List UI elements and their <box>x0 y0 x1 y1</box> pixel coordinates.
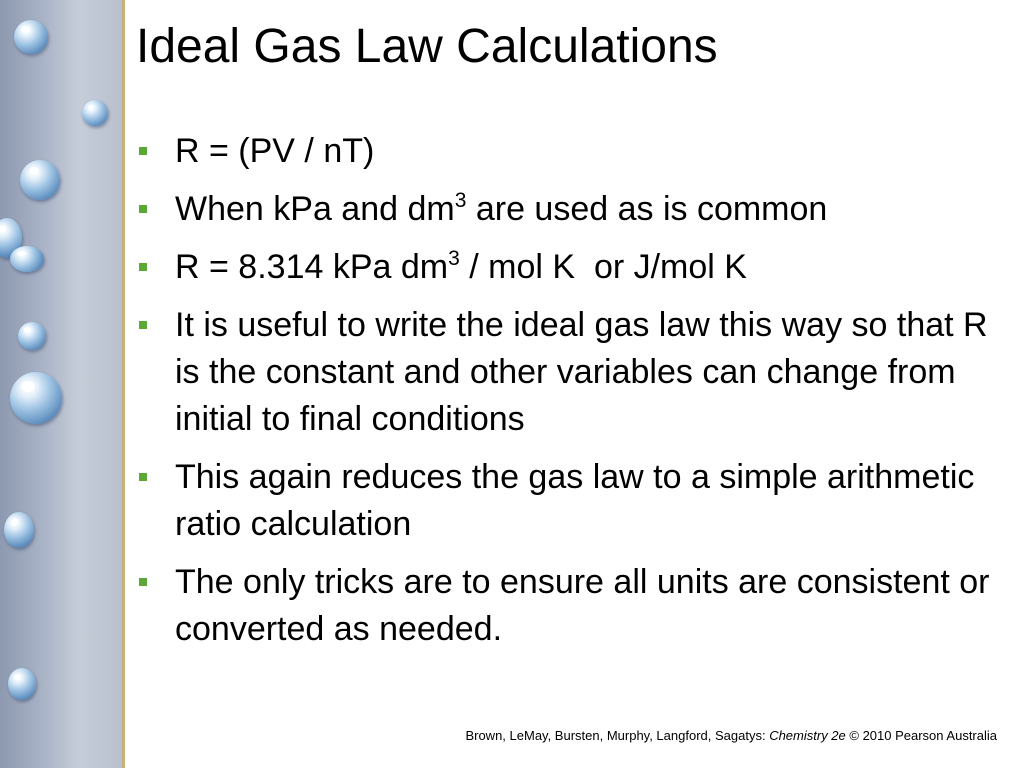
water-droplet-image <box>20 160 60 200</box>
bullet-text: are used as is common <box>466 190 828 228</box>
water-droplet-image <box>10 372 62 424</box>
bullet-item <box>136 302 1016 443</box>
bullet-text: R = (PV / nT) <box>175 132 375 170</box>
square-bullet-icon <box>139 473 147 481</box>
superscript: 3 <box>454 189 467 212</box>
square-bullet-icon <box>139 205 147 213</box>
footer-authors: Brown, LeMay, Bursten, Murphy, Langford, Sagatys: <box>465 728 770 743</box>
square-bullet-icon <box>139 147 147 155</box>
water-droplet-image <box>82 100 108 126</box>
footer-copyright: © 2010 Pearson Australia <box>845 728 997 743</box>
bullet-text: / mol K or J/mol K <box>459 248 747 286</box>
footer-book-title: Chemistry 2e <box>769 728 846 743</box>
bullet-item <box>136 559 1016 653</box>
water-droplet-image <box>8 668 36 700</box>
bullet-text: The only tricks are to ensure all units are consistent or converted as needed. <box>175 563 990 648</box>
sidebar-edge-line <box>122 0 125 768</box>
water-droplet-image <box>10 246 44 272</box>
bullet-text: When kPa and dm <box>175 190 455 228</box>
bullet-list <box>136 128 1016 664</box>
bullet-text: It is useful to write the ideal gas law this way so that R is the constant and other variables can change from initial to final conditions <box>175 306 988 438</box>
bullet-text: R = 8.314 kPa dm <box>175 248 449 286</box>
square-bullet-icon <box>139 321 147 329</box>
square-bullet-icon <box>139 578 147 586</box>
bullet-item <box>136 128 1016 175</box>
water-droplet-image <box>4 512 34 548</box>
bullet-item <box>136 186 1016 233</box>
bullet-item <box>136 454 1016 548</box>
superscript: 3 <box>448 247 460 270</box>
slide-title: Ideal Gas Law Calculations <box>136 20 718 73</box>
bullet-text: This again reduces the gas law to a simple arithmetic ratio calculation <box>175 458 975 543</box>
square-bullet-icon <box>139 263 147 271</box>
citation-footer <box>465 728 997 743</box>
water-droplet-image <box>18 322 46 350</box>
decorative-sidebar <box>0 0 122 768</box>
bullet-item <box>136 244 1016 291</box>
water-droplet-image <box>14 20 48 54</box>
